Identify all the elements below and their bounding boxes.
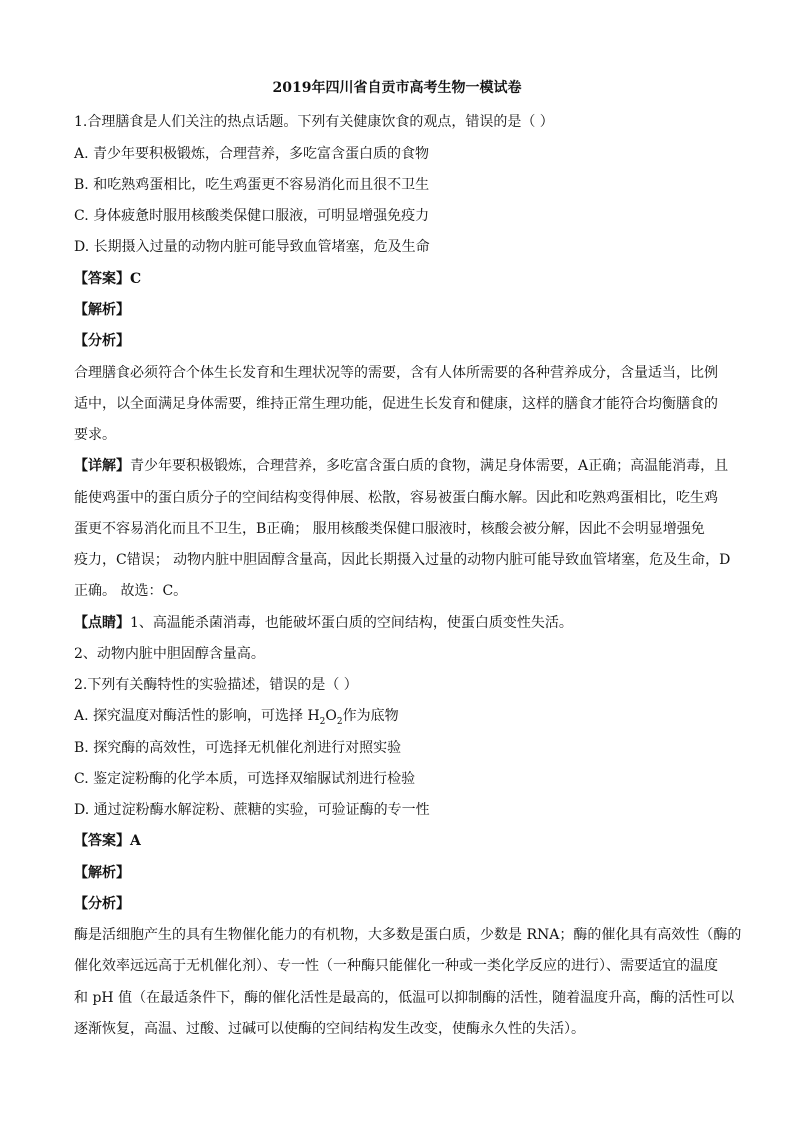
q1-detail-line-5: 正确。 故选：C。 [74,583,188,599]
q2-option-a-pre: A. 探究温度对酶活性的影响，可选择 H [74,708,320,724]
q1-detail-text-1: 青少年要积极锻炼，合理营养，多吃富含蛋白质的食物，满足身体需要，A正确；高温能消毒，且 [130,458,729,474]
q2-option-a-sub1: 2 [319,716,326,727]
q2-fenxi-line-4: 逐渐恢复，高温、过酸、过碱可以使酶的空间结构发生改变，使酶永久性的失活）。 [74,1021,585,1037]
q2-option-a-post: 作为底物 [342,708,399,724]
q1-option-a: A. 青少年要积极锻炼，合理营养，多吃富含蛋白质的食物 [74,146,430,162]
q1-stem: 1.合理膳食是人们关注的热点话题。下列有关健康饮食的观点，错误的是（ ） [74,114,554,130]
q1-option-b: B. 和吃熟鸡蛋相比，吃生鸡蛋更不容易消化而且很不卫生 [74,177,430,193]
q1-detail-line-2: 能使鸡蛋中的蛋白质分子的空间结构变得伸展、松散，容易被蛋白酶水解。因此和吃熟鸡蛋相比，吃生鸡 [74,490,718,506]
q2-answer: 【答案】A [74,833,141,849]
q2-option-d: D. 通过淀粉酶水解淀粉、蔗糖的实验，可验证酶的专一性 [74,802,430,818]
q2-option-a-mid: O [325,708,337,724]
q2-option-a-sub2: 2 [336,716,343,727]
q1-dianjing-text-1: 1、高温能杀菌消毒，也能破坏蛋白质的空间结构，使蛋白质变性失活。 [130,615,573,631]
q2-option-c: C. 鉴定淀粉酶的化学本质，可选择双缩脲试剂进行检验 [74,771,416,787]
q2-stem: 2.下列有关酶特性的实验描述，错误的是（ ） [74,677,358,693]
q1-fenxi-line-3: 要求。 [74,427,116,443]
q2-fenxi-line-1: 酶是活细胞产生的具有生物催化能力的有机物，大多数是蛋白质，少数是 RNA；酶的催化具有高效性（酶的 [74,927,742,943]
q1-dianjing-label: 【点睛】 [74,615,130,631]
page-title: 2019年四川省自贡市高考生物一模试卷 [272,80,522,96]
q1-analysis-label: 【解析】 [74,302,130,318]
q1-answer: 【答案】C [74,271,142,287]
q1-dianjing-line-2: 2、动物内脏中胆固醇含量高。 [74,646,265,662]
q1-detail-line-1 [74,457,728,475]
q2-option-b: B. 探究酶的高效性，可选择无机催化剂进行对照实验 [74,740,402,756]
q1-fenxi-line-1: 合理膳食必须符合个体生长发育和生理状况等的需要，含有人体所需要的各种营养成分，含量适当，比例 [74,365,718,381]
q2-option-a [74,707,399,731]
q1-fenxi-line-2: 适中，以全面满足身体需要，维持正常生理功能，促进生长发育和健康，这样的膳食才能符合均衡膳食的 [74,396,718,412]
q1-dianjing-line-1 [74,614,573,632]
q1-detail-line-4: 疫力，C错误； 动物内脏中胆固醇含量高，因此长期摄入过量的动物内脏可能导致血管堵塞，危及生命，D [74,552,731,568]
q2-fenxi-line-2: 催化效率远远高于无机催化剂）、专一性（一种酶只能催化一种或一类化学反应的进行）、需要适宜的温度 [74,958,718,974]
q1-detail-label: 【详解】 [74,458,130,474]
q2-analysis-label: 【解析】 [74,865,130,881]
q1-option-d: D. 长期摄入过量的动物内脏可能导致血管堵塞，危及生命 [74,239,430,255]
q1-detail-line-3: 蛋更不容易消化而且不卫生，B正确； 服用核酸类保健口服液时，核酸会被分解，因此不会明显增强免 [74,521,705,537]
q2-fenxi-label: 【分析】 [74,896,130,912]
q1-option-c: C. 身体疲惫时服用核酸类保健口服液，可明显增强免疫力 [74,208,430,224]
q1-fenxi-label: 【分析】 [74,333,130,349]
q2-fenxi-line-3: 和 pH 值（在最适条件下，酶的催化活性是最高的，低温可以抑制酶的活性，随着温度升高，酶的活性可以 [74,990,735,1006]
